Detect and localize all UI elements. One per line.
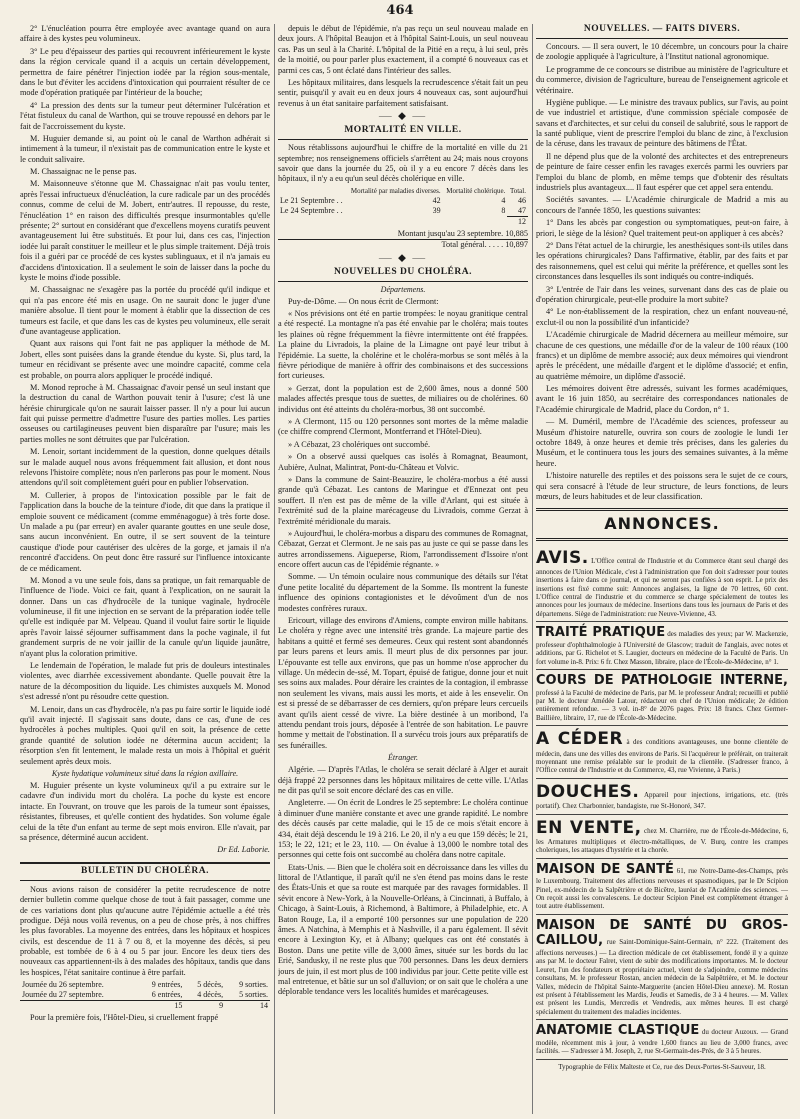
paragraph: Nous avions raison de considérer la petite recrudescence de notre dernier bulletin comme quelque chose de tout à fait passager, comme une de ces variations dont plus qu'aucune autre l'épidémie actuelle a été très prodigue. Déjà nous voilà revenus, on a peu de chose près, à nos chiffres les plus favorables. La moyenne des entrées, dans les hôpitaux et hospices civils, est descendue de 11 à 7 ou 8, et la moyenne des décès, si peu probable, est tombée de 6 à 4 ou 5 par jour. Encore les deux tiers des nouveaux cas appartiennent-ils à des malades des hôpitaux, tandis que dans les hospices, l'état sanitaire continue à être parfait.	[20, 884, 270, 977]
ad-text: professé à la Faculté de médecine de Paris, par M. le professeur Andral; recueilli et publié par M. le docteur Amédée Latour, rédacteur en chef de l'Union médicale; 2e édition entièrement refondue. — 3 vol. in-8° de 2076 pages. Prix: 18 francs. Chez Germer-Baillière, libraire, 17, rue de l'École-de-Médecine.	[536, 688, 788, 722]
col1-paras2	[20, 781, 270, 843]
paragraph: » A Clermont, 115 ou 120 personnes sont mortes de la même maladie (ce chiffre comprend Clermont, Montferrand et l'Hôtel-Dieu).	[278, 416, 528, 437]
nouvelles-cholera-title: NOUVELLES DU CHOLÉRA.	[278, 267, 528, 282]
col3-paras	[536, 42, 788, 502]
column-divider	[274, 24, 275, 1114]
kyste-subtitle: Kyste hydatique volumineux situé dans la région axillaire.	[51, 768, 239, 778]
ad-block	[536, 915, 788, 1020]
ad-text: chez M. Charrière, rue de l'École-de-Médecine, 6, les Armatures multipliques et électro-métalliques, de V. Burq, contre les crampes choleriques, les attaques d'hystérie et la chorée.	[536, 826, 788, 855]
paragraph: » Dans la commune de Saint-Beauzire, le choléra-morbus a été aussi grande qu'à Cébazat. Les cantons de Maringue et d'Ennezat ont peu souffert. Il n'en est pas de même de la ville d'Arlant, qui est située à l'extrémité sud de la plaine marécageuse du Livradois, comme Gerzat à l'extrémité méridionale du marais.	[278, 474, 528, 526]
page-number: 464	[386, 3, 414, 18]
bulletin-title: BULLETIN DU CHOLÉRA.	[20, 862, 270, 881]
separator-ornament: ⸺ ◆ ⸺	[378, 253, 428, 263]
ad-headline: ANATOMIE CLASTIQUE	[536, 1023, 700, 1039]
paragraph: Il ne dépend plus que de la volonté des architectes et des entrepreneurs de peinture de faire cesser enfin les ravages exercés parmi les ouvriers par l'emploi du blanc de plomb, en même temps que d'obtenir des résultats industriels plus avantageux.... Il faut espérer que cet appel sera entendu.	[536, 151, 788, 193]
ad-text: Appareil pour injections, irrigations, etc. (très portatif). Chez Charbonnier, bandagiste, rue St-Honoré, 347.	[536, 790, 788, 811]
mortalite-cell-b: 4	[501, 195, 506, 205]
paragraph: M. Cullerier, à propos de l'intoxication possible par le fait de l'application dans la bouche de la teinture d'iode, dit que dans la pratique il emploie souvent ce médicament (comme emménagogue) à très forte dose. Un malade a pu (par erreur) en avaler quarante gouttes en une seule dose, sans aucun inconvénient. En outre, il se sert souvent de la teinture caustique d'iode pour cautériser des ulcères de la gorge, et jamais il n'a rencontré d'accidens. On peut donc être rassuré sur l'influence intoxicante de ce médicament.	[20, 490, 270, 573]
paragraph: 4° La pression des dents sur la tumeur peut déterminer l'ulcération et l'état fistuleux du canal de Warthon, qui se trouve repoussé en dehors par le fait de l'accroissement du kyste.	[20, 100, 270, 131]
paragraph: Le programme de ce concours se distribue au ministère de l'agriculture et du commerce, division de l'agriculture, bureau de l'enseignement agricole et vétérinaire.	[536, 64, 788, 95]
paragraph: M. Monod a vu une seule fois, dans sa pratique, un fait remarquable de l'influence de l'iode. Voici ce fait, quant à l'explication, on ne saurait la donner. Dans un cas d'hydrocèle de la tunique vaginale, hydrocèle volumineuse, il fit une injection en se servant de la préparation iodée telle qu'elle est indiquée par M. Velpeau. Quand il voulut faire sortir le liquide après l'avoir laissé séjourner suffisamment dans la poche vaginale, il fut grandement surpris de ne voir jaillir de la canule qu'un liquide jaunâtre, n'ayant plus la coloration primitive.	[20, 575, 270, 658]
mort-head-a: Mortalité par maladies diverses.	[350, 186, 441, 195]
paragraph: Les mémoires doivent être adressés, suivant les formes académiques, avant le 16 juin 1850, au secrétaire des correspondances nationales de l'Académie chirurgicale de Madrid, place du Cordon, n° 1.	[536, 384, 788, 414]
ad-block	[536, 779, 788, 815]
paragraph: Etats-Unis. — Bien que le choléra soit en décroissance dans les villes du littoral de l'Atlantique, il paraît qu'il ne s'en étend pas moins dans le reste des États-Unis et que sa route est marquée par des ravages formidables. Il sévit encore à New-York, à la Nouvelle-Orléans, à Cincinnati, à Buffalo, à Chicago, à Saint-Louis, à Richemond, à Baltimore, à Philadelphie, etc. A Baton Rouge, La, il a emporté 100 personnes sur une population de 220 âmes. A Natchina, à Memphis et à Nashville, il a paru également. Il sévit encore à Lexington Ky, et à Albany; quelques cas ont été constatés à Boston. Dans une petite ville de 3,000 âmes, située sur les bords du lac Erié, Sandusky, il ne reste plus que 700 personnes. Dans les deux derniers jours de juin, il est mort plus de 100 individus par jour. Cette petite ville est mal entretenue, et bâtie sur un sol d'alluvion; or on sait que le choléra a une déplorable tendance vers les localités humides et marécageuses.	[278, 862, 528, 997]
paragraph: M. Huguier demande si, au point où le canal de Warthon adhérait si intimement à la tumeur, il n'existait pas de communication entre le kyste et le conduit salivaire.	[20, 133, 270, 164]
paragraph: 2° L'énucléation pourra être employée avec avantage quand on aura affaire à des kystes peu volumineux.	[20, 24, 270, 44]
paragraph: « Nos prévisions ont été en partie trompées: le noyau granitique central a été respecté. La montagne n'a pas été envahie par le choléra; mais toutes les plaines où règne fréquemment la fièvre intermittente ont été frappées. La plaine du Livradois, la plaine de la Limagne ont payé leur tribut à l'épidémie. La suette, la cholérine et le choléra-morbus se sont mêlés à la fièvre périodique de manière à offrir des combinaisons et des successions fort curieuses.	[278, 309, 528, 381]
mortalite-table	[278, 187, 528, 227]
col1-paras	[20, 24, 270, 767]
paragraph: M. Huguier présente un kyste volumineux qu'il a pu extraire sur le cadavre d'un individu mort du choléra. La poche du kyste est encore intacte. En l'ouvrant, on trouve que les parois de la tumeur sont épaisses, résistantes, fibreuses, et qu'elle contient des hydatides. Son volume égale celui de la tête d'un enfant au terme de sept mois environ. Elle n'avait, par sa présence, déterminé aucun accident.	[20, 781, 270, 842]
paragraph: 4° Le non-établissement de la respiration, chez un enfant nouveau-né, exclut-il ou non la possibilité d'un infanticide?	[536, 307, 788, 327]
mort-head-b: Mortalité cholérique.	[446, 186, 506, 195]
faits-divers-title: NOUVELLES. — FAITS DIVERS.	[536, 24, 788, 39]
paragraph: M. Chassaignac ne s'exagère pas la portée du procédé qu'il indique et qui n'a pas encore été mis en usage. On ne saurait donc le juger d'une manière absolue. Il tient pour le moment à établir que la dissection de ces tumeurs est facile, et que dans les cas de kystes peu volumineux, elle serait d'une avantageuse application.	[20, 285, 270, 336]
paragraph: Sociétés savantes. — L'Académie chirurgicale de Madrid a mis au concours de l'année 1850, les questions suivantes:	[536, 195, 788, 215]
column-3	[536, 24, 788, 1114]
ad-headline: EN VENTE,	[536, 817, 642, 838]
etranger-subtitle: Étranger.	[388, 753, 418, 763]
ad-text: des maladies des yeux; par W. Mackenzie, professeur d'ophthalmologie à l'Université de Glascow; traduit de l'anglais, avec notes et additions, par G. Richelot et S. Laugier, docteurs en médecine de la Faculté de Paris. Un fort volume in-8. Prix: 6 fr. Chez Masson, libraire, place de l'École-de-Médecine, n° 1.	[536, 630, 788, 666]
ad-block	[536, 726, 788, 779]
paragraph: Somme. — Un témoin oculaire nous communique des détails sur l'état d'une petite localité du département de la Somme. Ils montrent la funeste influence des opinions contagionistes et le dévoûment d'un de nos modestes confrères ruraux.	[278, 572, 528, 613]
ad-headline: AVIS.	[536, 547, 589, 568]
paragraph: Ericourt, village des environs d'Amiens, compte environ mille habitans. Le choléra y règne avec une intensité très grande. La majeure partie des habitans a quitté et fermé ses demeures. Ceux qui restent sont abandonnés par leurs parens et leurs amis. Il meurt plus de dix personnes par jour. L'épouvante est telle aux environs, que pas un homme n'ose approcher du village. Un médecin de-ssé, M. Topart, épuisé de fatigue, donne jour et nuit ses soins aux malades. Pour déraire les craintes de la contagion, il embrasse non seulement les vivans, mais aussi les morts, et aide à les ensevelir. On est si pressé de se débarrasser de ces derniers, qu'on prépare leurs cercueils avant qu'ils aient cessé de vivre. La bière destinée à un moribond, l'a attendu pendant trois jours, déposée à l'entrée de son habitation. Le pauvre homme y mettait de l'obstination. Il a survécu trois jours aux préparatifs de ses funérailles.	[278, 616, 528, 750]
total-entrees: 15	[174, 1001, 183, 1011]
ad-headline: TRAITÉ PRATIQUE	[536, 625, 666, 641]
col2-paras2	[278, 297, 528, 751]
mortalite-row	[278, 206, 528, 217]
mortalite-montant: Montant jusqu'au 23 septembre. 10,885	[397, 228, 528, 238]
col2-paras	[278, 24, 528, 109]
paragraph: Quant aux raisons qui l'ont fait ne pas appliquer la méthode de M. Jobert, elles sont puisées dans la grande étendue du kyste. Si, plus tard, la tumeur en récidivant se présente avec une moindre capacité, comme cela est probable, on pourra alors appliquer le procédé indiqué.	[20, 339, 270, 380]
column-1	[20, 24, 270, 1114]
paragraph: » A Cébazat, 23 cholériques ont succombé.	[288, 439, 431, 449]
paragraph: Angleterre. — On écrit de Londres le 25 septembre: Le choléra continue à diminuer d'une manière constante et avec une grande rapidité. Le nombre des décès causés par cette maladie, qui le 15 de ce mois s'était encore à 434, était déjà descendu le 19 à 216. Le 20, il n'y a eu que 159 décès; le 21, 153; le 22, 121; et le 23, 110. — On évalue à 13,000 le nombre total des personnes qui cette fois ont succombé au choléra dans notre capitale.	[278, 798, 528, 860]
paragraph: 2° Dans l'état actuel de la chirurgie, les anesthésiques sont-ils utiles dans les opérations chirurgicales? Dans l'affirmative, établir, par des faits et par des raisonnemens, quel est celui qui mérite la préférence, et quelles sont les circonstances dans lesquelles ils sont indiqués ou contre-indiqués.	[536, 241, 788, 282]
paragraph: M. Chassaignac ne le pense pas.	[30, 167, 137, 177]
mort-sub: 12	[507, 216, 528, 227]
paragraph: Concours. — Il sera ouvert, le 10 décembre, un concours pour la chaire de zoologie appliquée à l'agriculture, à l'Institut national agronomique.	[536, 41, 788, 62]
paragraph: 3° Le peu d'épaisseur des parties qui recouvrent inférieurement le kyste dans la région cervicale quand il a acquis un certain développement, permettra de faire pénétrer l'injection iodée par la région sous-mentale, dans le but d'éviter les accidens d'intoxication qui pourraient résulter de ce mode d'opération pratiquée par l'intérieur de la bouche;	[20, 46, 270, 98]
paragraph: M. Lenoir, dans un cas d'hydrocèle, n'a pas pu faire sortir le liquide iodé qu'il avait injecté. Il s'agissait sans doute, dans ce cas, d'une de ces hydrocèles à poches multiples. Quoi qu'il en soit, la présence de cette grande quantité de solution iodée ne détermina aucun accident; la résorption s'en fit lentement, le malade resta un mois à l'hôpital et guérit seulement après deux mois.	[20, 704, 270, 766]
mort-head-c: Total.	[509, 186, 526, 195]
ad-text: rue Saint-Dominique-Saint-Germain, n° 222. (Traitement des affections nerveuses.) — La direction médicale de cet établissement, fondé il y a quinze ans par M. le docteur Falret, vient de subir des modifications importantes. M. le docteur Leuret, l'un des fondateurs et propriétaire actuel, vient de s'adjoindre, comme médecins consultans, M. le professeur Rostan, ancien médecin de la Salpêtrière, et M. le docteur Vallex, médecin de l'hôpital Sainte-Marguerite (ancien Hôtel-Dieu annexe). M. Rostan est présent à l'établissement les Mardis, Jeudis et Samedis, de 3 à 4 heures. — M. Vallex est présent les Lundis, Mercredis et Vendredis, aux mêmes heures. Il est chargé spécialement du traitement des maladies incidentes.	[536, 938, 788, 1016]
ad-block	[536, 1020, 788, 1059]
ad-block	[536, 545, 788, 623]
paragraph: 3° L'entrée de l'air dans les veines, survenant dans des cas de plaie ou d'opération chirurgicale, peut-elle produire la mort subite?	[536, 284, 788, 304]
paragraph: » Gerzat, dont la population est de 2,600 âmes, nous a donné 500 malades affectés presque tous de suettes, de miliaires ou de cholérines. 60 individus ont été atteints du choléra-morbus, 38 ont succombé.	[278, 383, 528, 414]
bulletin-cell-label: Journée du 26 septembre.	[22, 980, 104, 990]
paragraph: depuis le début de l'épidémie, n'a pas reçu un seul nouveau malade en deux jours. A l'hôpital Beaujon et à l'hôpital Saint-Louis, un seul nouveau cas. Pas un seul à la Charité. L'hôpital de la Pitié en a reçu, à lui seul, près de la moitié, ou pour parler plus exactement, il a compté 6 nouveaux cas et parmi ces cas, 5 ont éclaté dans l'intérieur des salles.	[278, 24, 528, 75]
paragraph: — M. Duméril, membre de l'Académie des sciences, professeur au Muséum d'histoire naturelle, ouvrira son cours de zoologie le lundi 1er octobre 1849, à onze heures et demie très précises, dans les galeries du Muséum, et le continuera tous les jours des semaines suivantes, à la même heure.	[536, 417, 788, 468]
bulletin-totals	[20, 1001, 270, 1012]
mortalite-sub	[278, 216, 528, 227]
ad-text: 61, rue Notre-Dame-des-Champs, près le Luxembourg. Traitement des affections nerveuses et spasmodiques, par le Dr Scipion Pinel, ex-médecin de la Salpêtrière et de Bicêtre, lauréat de l'Académie des sciences. — On reçoit aussi les convalescens. Le docteur Scipion Pinel est complètement étranger à tout autre établissement.	[536, 866, 788, 911]
paragraph: 1° Dans les abcès par congestion ou symptomatiques, peut-on faire, à priori, le siège de la lésion? Quel traitement peut-on appliquer à ces abcès?	[536, 218, 788, 238]
paragraph: Le lendemain de l'opération, le malade fut pris de douleurs intestinales violentes, avec diarrhée excessivement abondante. Quelle pouvait être la nature de la décomposition du liquide. Les chimistes auxquels M. Monod s'est adressé n'ont pu résoudre cette question.	[20, 661, 270, 702]
paragraph: L'histoire naturelle des reptiles et des poissons sera le sujet de ce cours, qui sera consacré à l'étude de leur structure, de leurs fonctions, de leurs mœurs, de leurs habitudes et de leur classification.	[536, 471, 788, 501]
col2-paras3	[278, 765, 528, 998]
bulletin-cell-label: Journée du 27 septembre.	[22, 990, 104, 1000]
ad-headline: DOUCHES.	[536, 781, 640, 802]
bulletin-cell-sorties: 5 sorties.	[239, 990, 268, 1000]
mortalite-cell-a: 39	[432, 205, 441, 215]
ad-text: à des conditions avantageuses, une bonne clientèle de médecin, dans une des villes des environs de Paris. Si l'acquéreur le préférait, on traiterait moyennant une remise préalable sur le produit de la clientèle. (S'adresser franco, à l'Office central de l'Industrie et du Commerce, 43, rue Vivienne, à Paris.)	[536, 738, 788, 775]
paragraph: » Aujourd'hui, le choléra-morbus a disparu des communes de Romagnat, Cébazat, Gerzat et Clermont. Je ne sais pas au juste ce qui se passe dans les autres arrondissemens. Aigueperse, Riom, l'arrondissement d'Issoire n'ont encore offert aucun cas de l'épidémie régnante. »	[278, 528, 528, 570]
mortalite-total: Total général. . . . . 10,897	[278, 239, 528, 250]
paragraph: M. Maisonneuve s'étonne que M. Chassaignac n'ait pas voulu tenter, après l'essai infructueux d'énucléation, la cure radicale par un des procédés connus, comme de celui de M. Jobert, entr'autres. Il repousse, du reste, l'énucléation 1° en raison des difficultés presque insurmontables qu'elle présente; 2° surtout en considérant que d'excellens moyens curatifs peuvent avantageusement lui être substitués. Et pour lui, dans ces cas, l'injection iodée lui paraît constituer le meilleur et le plus simple traitement. Déjà trois fois il a guéri par ce procédé de ces kystes sublinguaux, et il n'a jamais eu d'accidens d'intoxication. Il a seulement le soin de laisser dans la poche du kyste le moins d'iode possible.	[20, 179, 270, 282]
ad-block	[536, 815, 788, 859]
ad-block	[536, 670, 788, 726]
column-2	[278, 24, 528, 1114]
paragraph: Hygiène publique. — Le ministre des travaux publics, sur l'avis, au point de vue industriel et artistique, d'une commission spéciale composée de savans et d'architectes, et sur celui du conseil de salubrité, sous le rapport de la santé publique, vient de prescrire l'emploi du blanc de zinc, à l'exclusion de la céruse, dans les travaux de peinture des bâtimens de l'État.	[536, 97, 788, 149]
paragraph: Puy-de-Dôme. — On nous écrit de Clermont:	[288, 296, 439, 306]
bulletin-paras	[20, 885, 270, 979]
ad-headline: MAISON DE SANTÉ DU GROS-CAILLOU,	[536, 917, 788, 949]
signature: Dr Ed. Laborie.	[217, 845, 270, 855]
paragraph: Algérie. — D'après l'Atlas, le choléra se serait déclaré à Alger et aurait déjà frappé 22 personnes dans les hôpitaux militaires de cette ville. L'Atlas ne dit pas qu'il se soit encore déclaré des cas en ville.	[278, 765, 528, 795]
separator-ornament: ⸺ ◆ ⸺	[378, 112, 428, 122]
total-deces: 9	[219, 1001, 224, 1011]
ad-headline: COURS DE PATHOLOGIE INTERNE,	[536, 673, 788, 689]
printer-footer: Typographie de Félix Malteste et Ce, rue des Deux-Portes-St-Sauveur, 18.	[558, 1062, 766, 1071]
mortalite-cell-a: 42	[432, 195, 441, 205]
bulletin-cell-deces: 5 décès,	[197, 980, 224, 990]
departemens-subtitle: Départemens.	[380, 284, 426, 294]
mortalite-cell-c: 46	[518, 195, 526, 205]
bulletin-cell-entrees: 9 entrées,	[151, 980, 183, 990]
mortalite-para: Nous rétablissons aujourd'hui le chiffre de la mortalité en ville du 21 septembre; nos renseignemens officiels s'arrêtent au 24; mais nous croyons savoir que dans la journée du 25, où il y a eu encore 7 décès dans les hôpitaux, il n'y a eu qu'un seul décès cholérique en ville.	[278, 143, 528, 184]
paragraph: M. Lenoir, sortant incidemment de la question, donne quelques détails sur le malade auquel nous avons fréquemment fait allusion, et dont nous relevons l'histoire complète; nous n'en parlerons pas pour le moment. Nous attendons qu'il soit complètement guéri pour en publier l'observation.	[20, 447, 270, 488]
ad-headline: MAISON DE SANTÉ	[536, 861, 674, 877]
mortalite-cell-label: Le 21 Septembre . .	[280, 195, 343, 205]
annonces-title: ANNONCES.	[536, 508, 788, 540]
bulletin-row	[20, 980, 270, 990]
column-divider	[532, 24, 533, 1114]
ad-text: du docteur Auzoux. — Grand modèle, récemment mis à jour, à vendre 1,600 francs au lieu de 3,000 francs, avec facilités. — S'adresser à M. Joseph, 2, rue St-Germain-des-Prés, de 3 à 5 heures.	[536, 1028, 788, 1056]
paragraph: L'Académie chirurgicale de Madrid décernera au meilleur mémoire, sur chacune de ces questions, une médaille d'or de la valeur de 100 réaux (100 francs) et un diplôme de membre associé; aux deux mémoires qui viendront après le précédent, une médaille d'argent et le diplôme d'associé; et enfin, au quatrième mémoire, un diplôme d'associé.	[536, 330, 788, 381]
mortalite-cell-label: Le 24 Septembre . .	[280, 205, 343, 215]
bulletin-cell-entrees: 6 entrées,	[151, 990, 183, 1000]
ad-block	[536, 859, 788, 915]
ad-headline: A CÉDER	[536, 729, 624, 750]
bulletin-cell-sorties: 9 sorties.	[239, 980, 268, 990]
bulletin-last-para: Pour la première fois, l'Hôtel-Dieu, si cruellement frappé	[30, 1013, 219, 1023]
ad-block	[536, 622, 788, 670]
ads-list	[536, 545, 788, 1060]
mortalite-row	[278, 196, 528, 206]
bulletin-cell-deces: 4 décès,	[197, 990, 224, 1000]
mortalite-cell-b: 8	[501, 205, 506, 215]
paragraph: Les hôpitaux militaires, dans lesquels la recrudescence s'était fait un peu sentir, puisqu'il y avait eu en deux jours 4 nouveaux cas, sont aujourd'hui revenus à un état sanitaire parfaitement satisfaisant.	[278, 77, 528, 108]
mortalite-header	[278, 187, 528, 196]
mortalite-title: MORTALITÉ EN VILLE.	[278, 125, 528, 140]
mortalite-cell-c: 47	[518, 205, 526, 215]
ad-text: L'Office central de l'Industrie et du Commerce étant seul chargé des annonces de l'Union Médicale, c'est à l'administration que l'on doit s'adresser pour toutes insertions à faire dans ce journal, et qui ne seront pas confiées à son esprit. Le prix des insertions est fixé comme suit: Annonces anglaises, la ligne de 70 lettres, 60 cent. L'Office central de l'industrie et du commerce se charge spécialement de toutes les annonces pour les journaux de médecine. Insertions dans tous les journaux de Paris et des départemens. Siège de l'administration: rue Neuve-Vivienne, 43.	[536, 556, 788, 618]
bulletin-table	[20, 980, 270, 1011]
paragraph: » On a observé aussi quelques cas isolés à Romagnat, Beaumont, Aubière, Aulnat, Malintrat, Pont-du-Château et Volvic.	[278, 452, 528, 472]
paragraph: M. Monod reproche à M. Chassaignac d'avoir pensé un seul instant que la destruction du canal de Warthon pouvait tenir à l'usure; c'est là une hérésie chirurgicale qu'on ne saurait laisser passer. Il n'y a pour lui aucun fait qui puisse permettre d'admettre l'usure des parties molles. Les parties osseuses ou cartilagineuses peuvent bien disparaître par l'usure; mais les parties molles ne sont détruites que par l'ulcération.	[20, 382, 270, 444]
total-sorties: 14	[260, 1001, 268, 1011]
bulletin-row	[20, 990, 270, 1001]
